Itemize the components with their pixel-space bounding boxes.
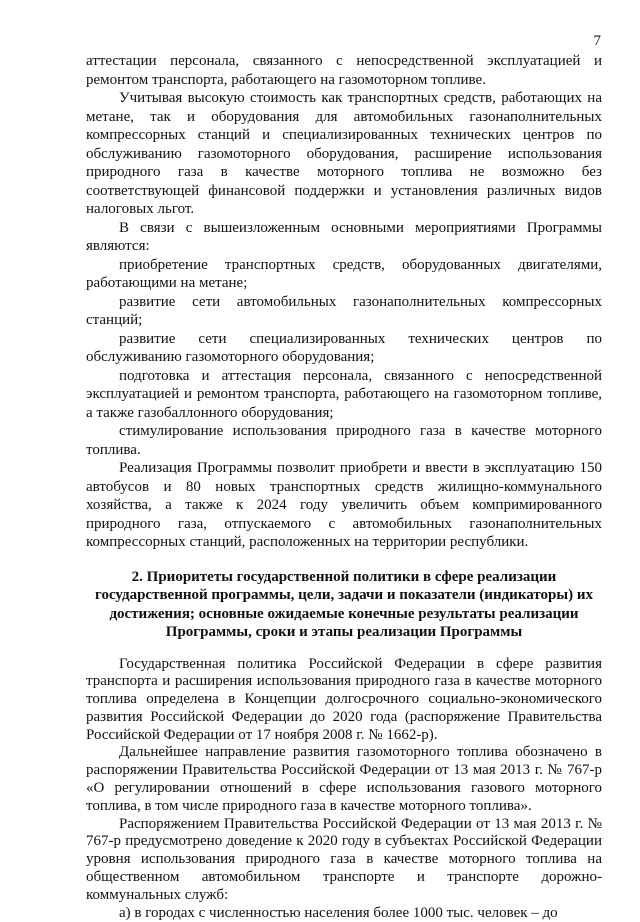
section-2-heading: 2. Приоритеты государственной политики в сфере реализации государственной программы, цели, задачи и показатели (индикаторы) их достижения; основные ожидаемые конечные результаты реализации Программы, сроки и этапы реализации Программы <box>86 568 602 642</box>
section-2 <box>86 656 602 922</box>
paragraph-measures-intro: В связи с вышеизложенным основными мероприятиями Программы являются: <box>86 219 602 256</box>
paragraph-direction: Дальнейшее направление развития газомоторного топлива обозначено в распоряжении Правительства Российской Федерации от 13 мая 2013 г. № 767-р «О регулировании отношений в сфере использования газового моторного топлива, в том числе природного газа в качестве моторного топлива». <box>86 744 602 815</box>
list-item: приобретение транспортных средств, оборудованных двигателями, работающими на метане; <box>86 256 602 293</box>
paragraph-results: Реализация Программы позволит приобрети и ввести в эксплуатацию 150 автобусов и 80 новых транспортных средств жилищно-коммунального хозяйства, а также к 2024 году увеличить объем компримированного природного газа, отпускаемого с автомобильных газонаполнительных компрессорных станций, расположенных на территории республики. <box>86 459 602 552</box>
paragraph-order: Распоряжением Правительства Российской Федерации от 13 мая 2013 г. № 767-р предусмотрено доведение к 2020 году в субъектах Российской Федерации уровня использования природного газа в качестве моторного топлива на общественном автомобильном транспорте и транспорте дорожно-коммунальных служб: <box>86 816 602 905</box>
section-1 <box>86 52 602 552</box>
paragraph-policy: Государственная политика Российской Федерации в сфере развития транспорта и расширения использования природного газа в качестве моторного топлива определена в Концепции долгосрочного социально-экономического развития Российской Федерации до 2020 года (распоряжение Правительства Российской Федерации от 17 ноября 2008 г. № 1662-р). <box>86 656 602 745</box>
list-item: развитие сети специализированных технических центров по обслуживанию газомоторного оборудования; <box>86 330 602 367</box>
measures-list <box>86 256 602 460</box>
page-number: 7 <box>594 33 602 50</box>
document-body <box>86 52 602 922</box>
paragraph-cost: Учитывая высокую стоимость как транспортных средств, работающих на метане, так и оборудования для автомобильных газонаполнительных компрессорных станций и специализированных технических центров по обслуживанию газомоторного оборудования, расширение использования природного газа в качестве моторного топлива не возможно без соответствующей финансовой поддержки и установления различных видов налоговых льгот. <box>86 89 602 219</box>
list-item: стимулирование использования природного газа в качестве моторного топлива. <box>86 422 602 459</box>
paragraph-continuation: аттестации персонала, связанного с непосредственной эксплуатацией и ремонтом транспорта, работающего на газомоторном топливе. <box>86 52 602 89</box>
list-item: развитие сети автомобильных газонаполнительных компрессорных станций; <box>86 293 602 330</box>
list-item: подготовка и аттестация персонала, связанного с непосредственной эксплуатацией и ремонтом транспорта, работающего на газомоторном топливе, а также газобаллонного оборудования; <box>86 367 602 423</box>
paragraph-cities: а) в городах с численностью населения более 1000 тыс. человек – до <box>86 905 602 922</box>
